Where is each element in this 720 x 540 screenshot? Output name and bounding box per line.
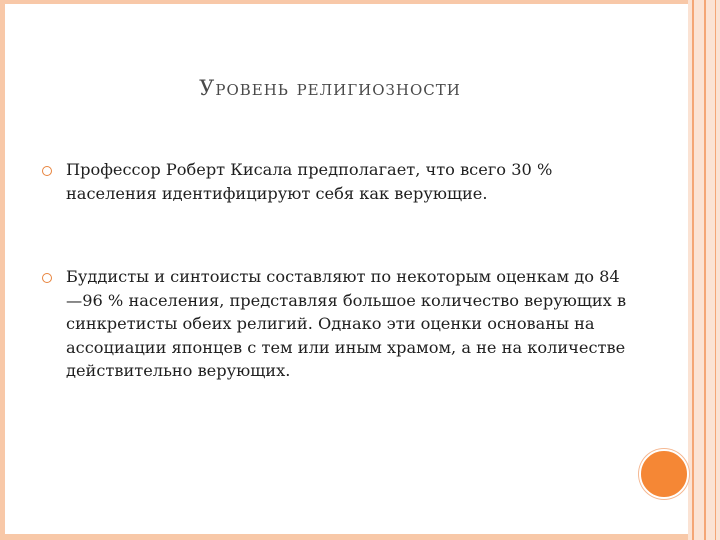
bullet-item <box>40 265 630 383</box>
orange-circle-decoration <box>639 449 689 499</box>
frame-right-line <box>692 0 694 540</box>
bullet-list <box>40 158 630 383</box>
frame-top-border <box>0 0 690 4</box>
slide-title-text: Уровень религиозности <box>199 76 461 100</box>
frame-right-line <box>715 0 716 540</box>
circle-bullet-icon <box>42 166 52 176</box>
bullet-text: Буддисты и синтоисты составляют по некоторым оценкам до 84—96 % населения, представляя большое количество верующих в синкретисты обеих религий. Однако эти оценки основаны на ассоциации японцев с тем или иным храмом, а не на количестве действительно верующих. <box>66 267 627 380</box>
bullet-text: Профессор Роберт Кисала предполагает, что всего 30 % населения идентифицируют себя как верующие. <box>66 160 553 203</box>
circle-bullet-icon <box>42 273 52 283</box>
frame-right-line <box>704 0 706 540</box>
frame-bottom-border <box>0 534 690 540</box>
bullet-item <box>40 158 630 205</box>
slide-title <box>0 76 660 100</box>
